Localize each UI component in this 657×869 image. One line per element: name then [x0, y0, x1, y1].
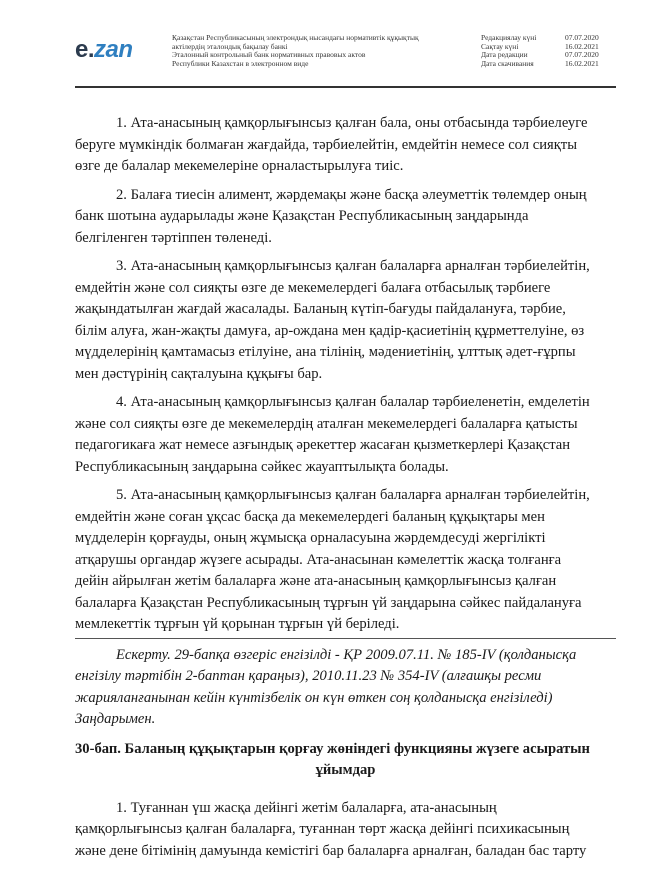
article29-paragraph-1: 1. Ата-анасының қамқорлығынсыз қалған бала, оны отбасында тәрбиелеуге беруге мүмкіндік болмаған жағдайда, тәрбиелейтін, емдейтін немесе сол сияқты өзге де балалар мекемелеріне орналастырылуға тиіс. [75, 115, 588, 174]
article30-paragraph-1: 1. Туғаннан үш жасқа дейінгі жетім балаларға, ата-анасының қамқорлығынсыз қалған балаларға, туғаннан төрт жасқа дейінгі психикасының және дене бітімінің дамуында кемістігі бар балаларға арналған, баладан бас тарту [75, 799, 587, 859]
article29-paragraph-5: 5. Ата-анасының қамқорлығынсыз қалған балаларға арналған тәрбиелейтін, емдейтін және соған ұқсас басқа да мекемелердегі баланың құқықтары мен мүдделерін қорғауды, оның жұмысқа орналасуына жәрдемдесуді жергілікті атқарушы органдар жүзеге асырады. Ата-анасынан кәмелеттік жасқа толғанға дейін айрылған жетім балаларға және ата-анасының қамқорлығынсыз қалған балаларға Қазақстан Республикасының тұрғын үй заңдарына сәйкес пайдалануға мемлекеттік тұрғын үй қорынан тұрғын үй беріледі. [75, 487, 590, 632]
source-line: Қазақстан Республикасының электрондық нысандағы нормативтік құқықтық [172, 33, 419, 42]
source-line: Республики Казахстан в электронном виде [172, 58, 309, 68]
article29-paragraph-4: 4. Ата-анасының қамқорлығынсыз қалған балалар тәрбиеленетін, емделетін және сол сияқты өзге де мекемелердің аталған мекемелердегі балаларға қатысты педагогикаға жат немесе азғындық әрекеттер жасаған қызметкерлері Қазақстан Республикасының заңдарына сәйкес жауаптылықта болады. [75, 394, 590, 475]
article29-paragraph-2: 2. Балаға тиесін алимент, жәрдемақы және басқа әлеуметтік төлемдер оның банк шотына аударылады және Қазақстан Республикасының заңдарында белгіленген тәртіппен төленеді. [75, 186, 587, 246]
source-line: актілердің эталондық бақылау банкі [172, 41, 288, 51]
source-description [172, 34, 472, 68]
header-divider [75, 86, 616, 88]
amendment-note: Ескерту. 29-бапқа өзгеріс енгізілді - ҚР 2009.07.11. № 185-IV (қолданысқа енгізілу тәртібін 2-баптан қараңыз), 2010.11.23 № 354-IV (алғашқы ресми жарияланғанынан кейін күнтізбелік он күн өткен соң қолданысқа енгізіледі) Заңдарымен. [75, 646, 577, 727]
note-divider [75, 638, 616, 639]
meta-row-edit-date-kz: Редакциялау күні 07.07.2020 [481, 33, 599, 42]
source-line: Эталонный контрольный банк нормативных правовых актов [172, 50, 366, 60]
meta-row-download-date-ru: Дата скачивания 16.02.2021 [481, 58, 599, 68]
meta-row-edit-date-ru: Дата редакции 07.07.2020 [481, 50, 599, 60]
document-header [0, 0, 657, 90]
article30-heading: 30-бап. Баланың құқықтарын қорғау жөніндегі функцияны жүзеге асыратын ұйымдар [75, 740, 590, 778]
document-body [75, 113, 616, 869]
ezan-logo: e.zan [75, 36, 133, 63]
article29-paragraph-3: 3. Ата-анасының қамқорлығынсыз қалған балаларға арналған тәрбиелейтін, емдейтін және сол сияқты өзге де мекемелердегі балаға отбасылық тәрбиеге жақындатылған жағдай жасалады. Баланың күтіп-бағуды пайдалануға, тәрбие, білім алуға, жан-жақты дамуға, ар-ождана мен қадір-қасиетінің құрметтелуіне, өз мүдделерінің қамтамасыз етілуіне, ана тілінің, мәдениетінің, ұлттық әдет-ғұрпы мен дәстүрінің сақталуына құқығы бар. [75, 258, 590, 382]
document-meta [481, 34, 599, 68]
meta-row-save-date-kz: Сақтау күні 16.02.2021 [481, 41, 599, 51]
